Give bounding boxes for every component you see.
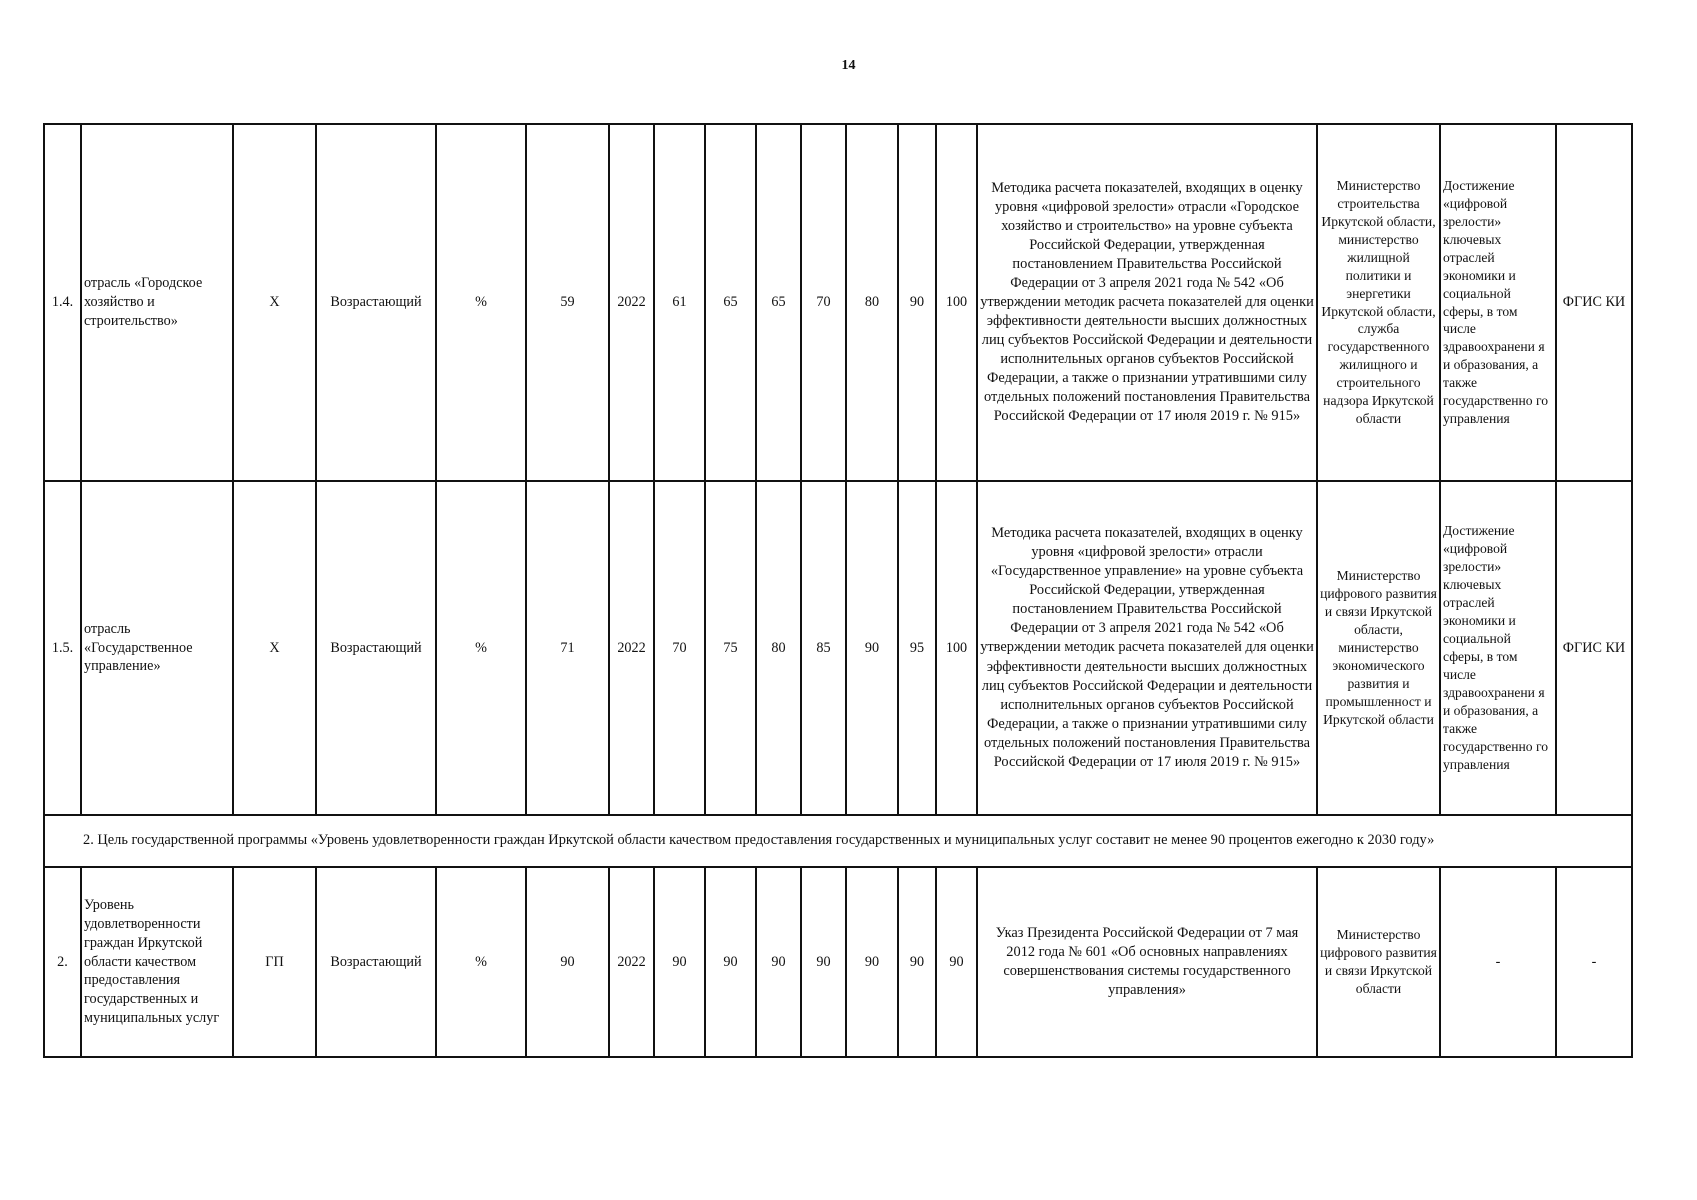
information-system: - [1556,867,1632,1057]
row-number: 1.5. [44,481,81,815]
year-value: 90 [756,867,801,1057]
base-value: 90 [526,867,609,1057]
year-value: 70 [654,481,705,815]
information-system: ФГИС КИ [1556,481,1632,815]
table-row [44,481,1632,815]
year-value: 65 [705,124,756,481]
table-row [44,867,1632,1057]
indicator-trend: Возрастающий [316,124,436,481]
responsible-body: Министерство цифрового развития и связи Иркутской области, министерство экономического развития и промышленност и Иркутской области [1317,481,1440,815]
indicator-trend: Возрастающий [316,481,436,815]
national-goal-link: Достижение «цифровой зрелости» ключевых отраслей экономики и социальной сферы, в том числе здравоохранени я и образования, а также государственно го управления [1440,481,1556,815]
year-value: 61 [654,124,705,481]
methodology-document: Методика расчета показателей, входящих в оценку уровня «цифровой зрелости» отрасли «Государственное управление» на уровне субъекта Российской Федерации, утвержденная постановлением Правительства Российской Федерации от 3 апреля 2021 года № 542 «Об утверждении методик расчета показателей для оценки эффективности деятельности высших должностных лиц субъектов Российской Федерации и деятельности исполнительных органов субъектов Российской Федерации, а также о признании утратившими силу отдельных положений постановления Правительства Российской Федерации от 17 июля 2019 г. № 915» [977,481,1317,815]
base-value: 71 [526,481,609,815]
methodology-document: Методика расчета показателей, входящих в оценку уровня «цифровой зрелости» отрасли «Городское хозяйство и строительство» на уровне субъекта Российской Федерации, утвержденная постановлением Правительства Российской Федерации от 3 апреля 2021 года № 542 «Об утверждении методик расчета показателей для оценки эффективности деятельности высших должностных лиц субъектов Российской Федерации и деятельности исполнительных органов субъектов Российской Федерации, а также о признании утратившими силу отдельных положений постановления Правительства Российской Федерации от 17 июля 2019 г. № 915» [977,124,1317,481]
year-value: 100 [936,124,977,481]
year-value: 85 [801,481,846,815]
year-value: 90 [801,867,846,1057]
indicator-unit: % [436,124,526,481]
year-value: 80 [846,124,898,481]
base-value: 59 [526,124,609,481]
base-year: 2022 [609,124,654,481]
indicator-level: Х [233,124,316,481]
methodology-document: Указ Президента Российской Федерации от 7 мая 2012 года № 601 «Об основных направлениях совершенствования системы государственного управления» [977,867,1317,1057]
indicator-unit: % [436,867,526,1057]
indicator-name: отрасль «Городское хозяйство и строительство» [81,124,233,481]
year-value: 65 [756,124,801,481]
national-goal-link: Достижение «цифровой зрелости» ключевых отраслей экономики и социальной сферы, в том числе здравоохранени я и образования, а также государственно го управления [1440,124,1556,481]
responsible-body: Министерство строительства Иркутской области, министерство жилищной политики и энергетики Иркутской области, служба государственного жилищного и строительного надзора Иркутской области [1317,124,1440,481]
goal-row [44,815,1632,867]
program-goal: 2. Цель государственной программы «Уровень удовлетворенности граждан Иркутской области качеством предоставления государственных и муниципальных услуг составит не менее 90 процентов ежегодно к 2030 году» [44,815,1632,867]
year-value: 90 [654,867,705,1057]
row-number: 2. [44,867,81,1057]
year-value: 75 [705,481,756,815]
year-value: 90 [936,867,977,1057]
year-value: 90 [898,124,936,481]
indicator-level: Х [233,481,316,815]
year-value: 90 [898,867,936,1057]
indicator-trend: Возрастающий [316,867,436,1057]
year-value: 100 [936,481,977,815]
base-year: 2022 [609,867,654,1057]
year-value: 90 [705,867,756,1057]
year-value: 80 [756,481,801,815]
year-value: 90 [846,867,898,1057]
responsible-body: Министерство цифрового развития и связи Иркутской области [1317,867,1440,1057]
base-year: 2022 [609,481,654,815]
information-system: ФГИС КИ [1556,124,1632,481]
year-value: 90 [846,481,898,815]
indicator-level: ГП [233,867,316,1057]
year-value: 70 [801,124,846,481]
row-number: 1.4. [44,124,81,481]
page-number: 14 [841,58,856,73]
indicator-name: отрасль «Государственное управление» [81,481,233,815]
indicator-unit: % [436,481,526,815]
national-goal-link: - [1440,867,1556,1057]
indicator-name: Уровень удовлетворенности граждан Иркутской области качеством предоставления государственных и муниципальных услуг [81,867,233,1057]
year-value: 95 [898,481,936,815]
indicators-table [43,123,1633,1058]
table-row [44,124,1632,481]
